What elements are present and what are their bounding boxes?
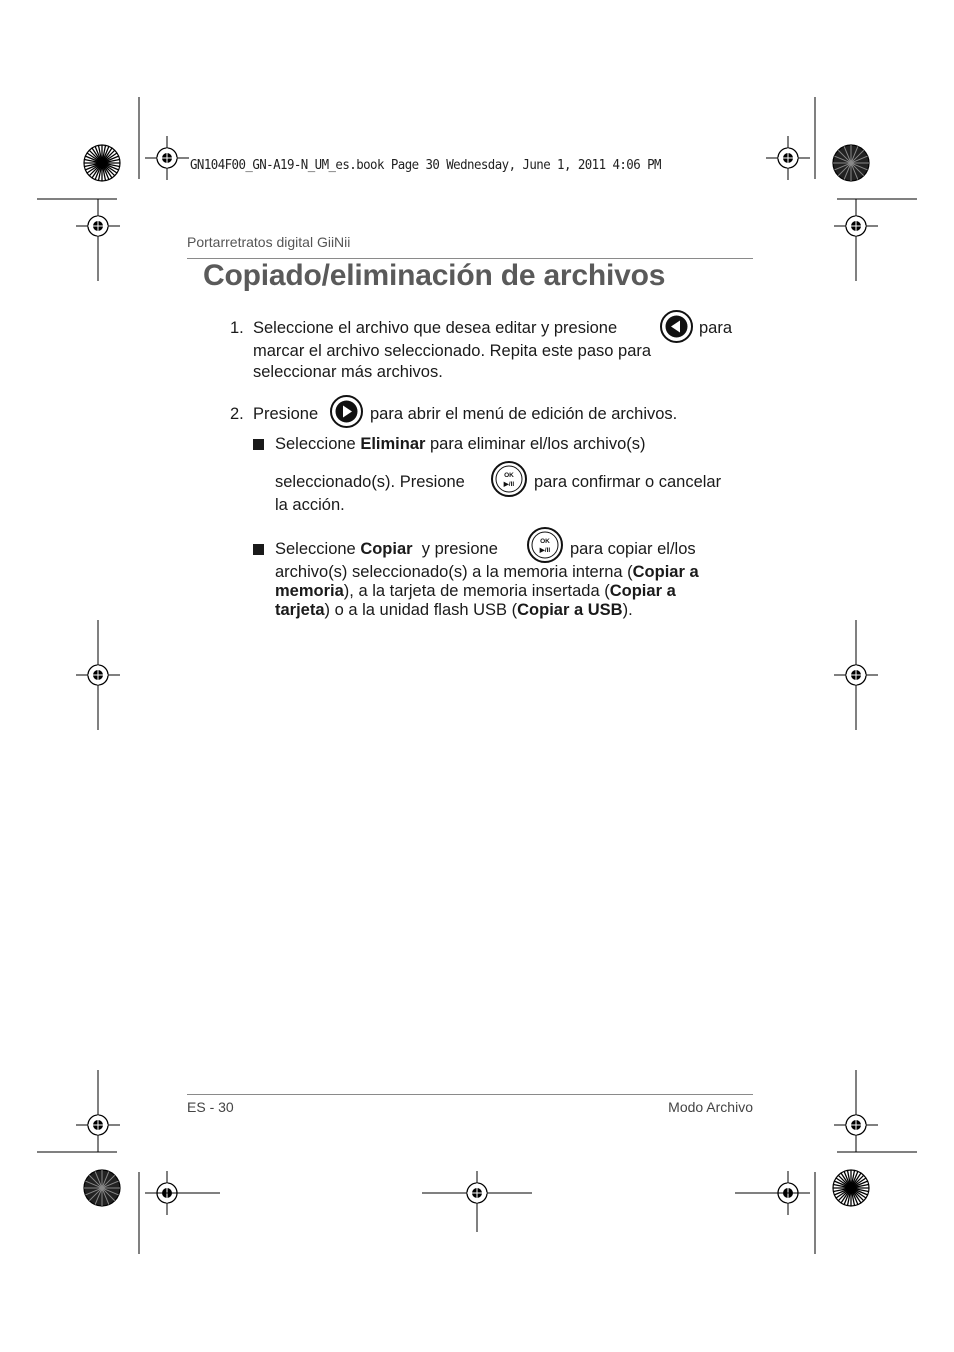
step-text: marcar el archivo seleccionado. Repita este paso para bbox=[253, 342, 652, 360]
bullet-line bbox=[275, 539, 498, 560]
footer-section-label: Modo Archivo bbox=[668, 1099, 753, 1115]
bullet-text: para eliminar el/los archivo(s) bbox=[425, 435, 646, 453]
bullet-bold-text: Copiar a USB bbox=[517, 601, 623, 619]
print-slug-line: GN104F00_GN-A19-N_UM_es.book Page 30 Wednesday, June 1, 2011 4:06 PM bbox=[190, 157, 661, 173]
bullet-text: para confirmar o cancelar bbox=[534, 473, 722, 491]
bullet-square-icon bbox=[253, 439, 264, 450]
step-text: para bbox=[699, 319, 733, 337]
bullet-text: Seleccione bbox=[275, 435, 361, 453]
bullet-line bbox=[275, 562, 699, 583]
ok-play-button-icon bbox=[490, 460, 528, 498]
ok-icon-label-top: OK bbox=[504, 472, 514, 479]
bullet-bold-text: tarjeta bbox=[275, 601, 325, 619]
bullet-bold-text: Copiar a bbox=[609, 582, 676, 600]
bullet-line bbox=[275, 600, 633, 621]
bullet-bold-text: Eliminar bbox=[360, 435, 426, 453]
ok-icon-label-bottom: ▶/II bbox=[503, 481, 515, 488]
bullet-text: Seleccione bbox=[275, 540, 361, 558]
step-number: 1. bbox=[230, 319, 244, 337]
section-title: Copiado/eliminación de archivos bbox=[203, 259, 666, 292]
step-text: Seleccione el archivo que desea editar y presione bbox=[253, 319, 618, 337]
bullet-text: y presione bbox=[412, 540, 498, 558]
bullet-text: archivo(s) seleccionado(s) a la memoria interna ( bbox=[275, 563, 633, 581]
bullet-text: la acción. bbox=[275, 496, 345, 514]
step-text: Presione bbox=[253, 405, 319, 423]
bullet-square-icon bbox=[253, 544, 264, 555]
step-text: para abrir el menú de edición de archivos. bbox=[370, 405, 678, 423]
bullet-bold-text: memoria bbox=[275, 582, 344, 600]
step-text: seleccionar más archivos. bbox=[253, 363, 443, 381]
footer-rule bbox=[187, 1094, 753, 1095]
right-arrow-button-icon bbox=[329, 394, 364, 429]
ok-icon-label-top: OK bbox=[540, 538, 550, 545]
bullet-text: para copiar el/los bbox=[570, 540, 696, 558]
step-number: 2. bbox=[230, 405, 244, 423]
bullet-text: ) o a la unidad flash USB ( bbox=[324, 601, 518, 619]
running-header: Portarretratos digital GiiNii bbox=[187, 234, 351, 250]
page-number: ES - 30 bbox=[187, 1099, 234, 1115]
bullet-line bbox=[275, 434, 646, 455]
bullet-bold-text: Copiar bbox=[360, 540, 413, 558]
left-arrow-button-icon bbox=[659, 309, 694, 344]
ok-play-button-icon bbox=[526, 526, 564, 564]
bullet-text: ), a la tarjeta de memoria insertada ( bbox=[343, 582, 610, 600]
bullet-text: seleccionado(s). Presione bbox=[275, 473, 465, 491]
bullet-line bbox=[275, 581, 676, 602]
bullet-bold-text: Copiar a bbox=[632, 563, 699, 581]
bullet-text: ). bbox=[622, 601, 633, 619]
ok-icon-label-bottom: ▶/II bbox=[539, 547, 551, 554]
